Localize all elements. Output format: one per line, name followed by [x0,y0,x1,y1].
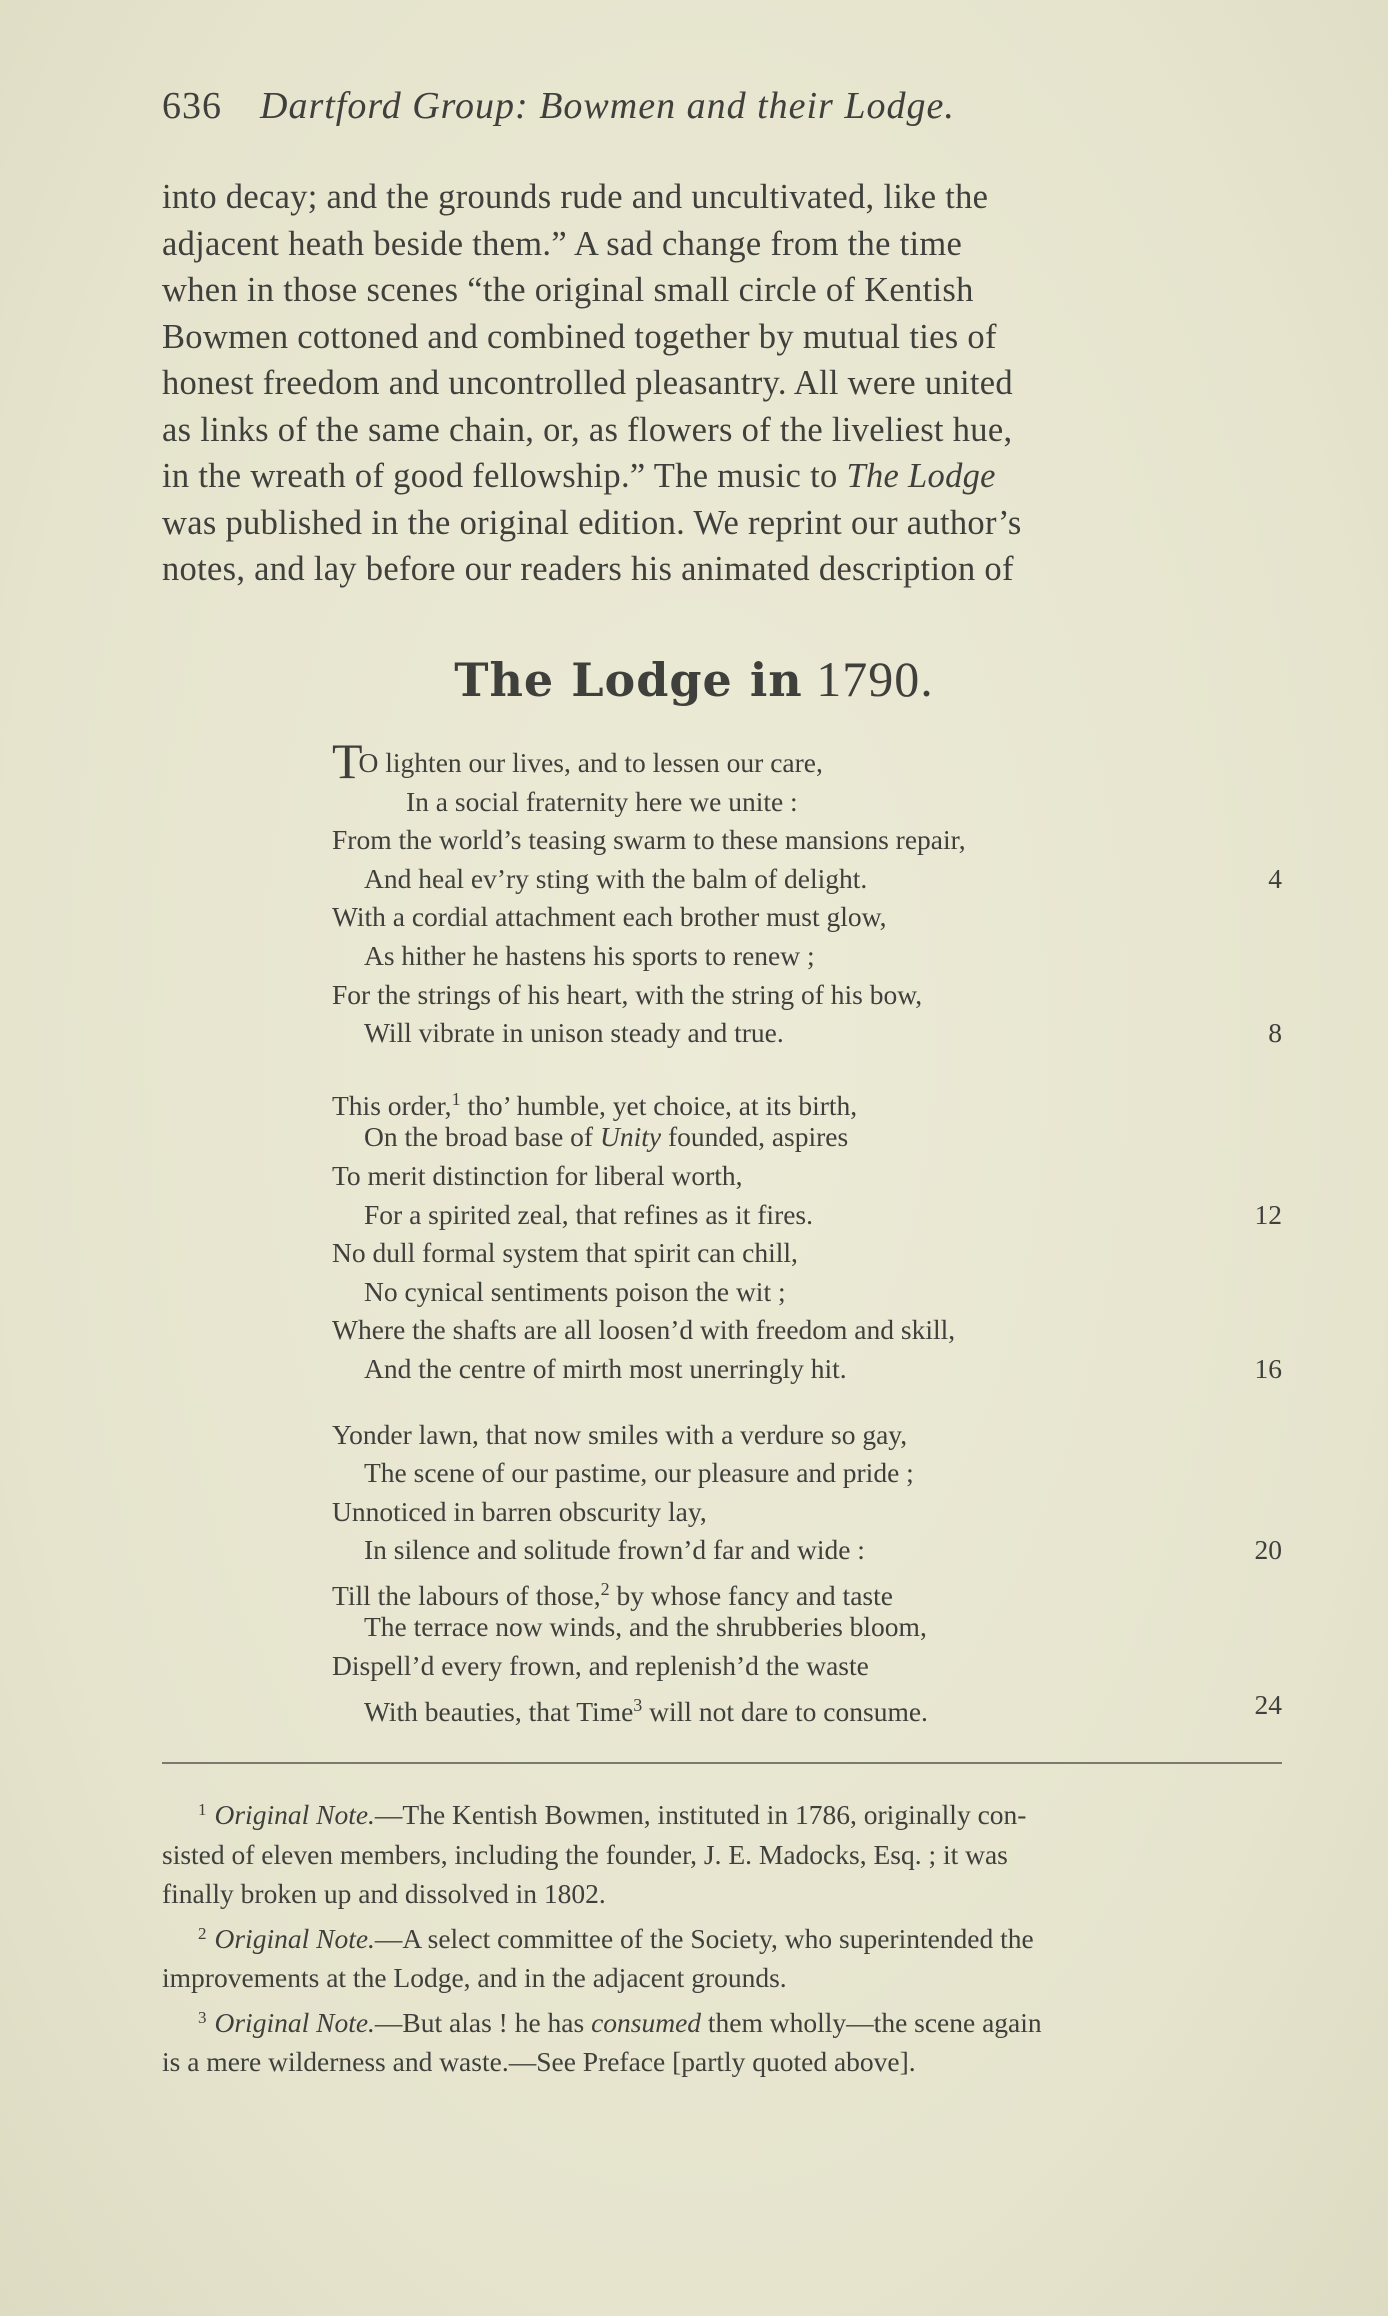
footnote-mark: 1 [198,1800,207,1819]
poem-line [332,860,1282,899]
poem-line [332,1570,1282,1609]
intro-line: notes, and lay before our readers his animated description of [162,550,1014,588]
poem-line: Where the shafts are all loosen’d with freedom and skill, [332,1314,956,1346]
italic-word: consumed [591,2006,702,2038]
line-number: 12 [1254,1198,1282,1230]
poem-line [332,1080,1282,1119]
line-number: 4 [1268,862,1282,894]
poem-line-text: For a spirited zeal, that refines as it fires. [364,1198,814,1230]
poem-line [332,1196,1282,1235]
stanza-3 [332,1416,1282,1725]
poem-line-text: And heal ev’ry sting with the balm of delight. [364,862,868,894]
footnote-label: Original Note. [214,2006,375,2038]
intro-line: adjacent heath beside them.” A sad change from the time [162,224,963,263]
drop-cap: T [332,733,363,789]
footnote-label: Original Note. [214,1922,375,1954]
intro-line: Bowmen cottoned and combined together by mutual ties of [162,317,997,356]
poem-line: No dull formal system that spirit can chill, [332,1237,798,1269]
intro-line: into decay; and the grounds rude and uncultivated, like the [162,178,989,216]
running-title: Dartford Group: Bowmen and their Lodge. [260,85,955,127]
footnote-2 [162,1914,1286,1998]
poem-line-text: In silence and solitude frown’d far and wide : [364,1534,865,1566]
stanza-2 [332,1080,1282,1389]
line-number: 8 [1268,1017,1282,1049]
poem-line: For the strings of his heart, with the string of his bow, [332,978,923,1010]
poem-line: With a cordial attachment each brother must glow, [332,901,887,933]
footnote-line: improvements at the Lodge, and in the adjacent grounds. [162,1962,787,1993]
line-number: 20 [1254,1534,1282,1566]
poem-line-text: This order, [332,1089,452,1121]
running-header [162,84,1222,128]
poem-line: In a social fraternity here we unite : [406,785,798,817]
poem-line [332,1118,1282,1157]
poem-line: Yonder lawn, that now smiles with a verdure so gay, [332,1418,908,1450]
footnote-line: is a mere wilderness and waste.—See Preface [partly quoted above]. [162,2046,916,2077]
intro-line: when in those scenes “the original small circle of Kentish [162,271,974,309]
footnote-text: —The Kentish Bowmen, instituted in 1786, originally con- [374,1799,1027,1830]
footnote-mark: 3 [198,2007,207,2027]
footnote-line [162,1790,1286,1835]
italic-title-the-lodge: The Lodge [846,457,996,495]
footnote-line [162,1998,1286,2043]
footnote-text: —A select committee of the Society, who superintended the [374,1922,1034,1954]
footnote-ref[interactable]: 3 [633,1694,643,1715]
poem-line: As hither he hastens his sports to renew ; [364,939,815,971]
poem-line: No cynical sentiments poison the wit ; [364,1275,786,1307]
poem-line-text: And the centre of mirth most unerringly hit. [364,1352,847,1384]
page-number: 636 [162,85,222,127]
footnote-ref[interactable]: 1 [451,1088,461,1109]
footnote-line: sisted of eleven members, including the founder, J. E. Madocks, Esq. ; it was [162,1838,1008,1870]
footnotes [162,1790,1286,2082]
poem-line: The scene of our pastime, our pleasure and pride ; [364,1457,914,1489]
poem-line-text: Till the labours of those, [332,1579,601,1611]
intro-line: was published in the original edition. We reprint our author’s [162,503,1022,542]
footnote-3 [162,1998,1286,2082]
poem-line-text: founded, aspires [661,1121,849,1153]
intro-line: as links of the same chain, or, as flowers of the liveliest hue, [162,410,1013,449]
intro-line [162,453,1286,500]
poem-line [332,1350,1282,1389]
poem-line [332,1531,1282,1570]
footnote-ref[interactable]: 2 [600,1578,610,1599]
footnote-divider [162,1762,1282,1764]
footnote-mark: 2 [198,1923,207,1943]
poem-line-text: tho’ humble, yet choice, at its birth, [460,1089,858,1121]
intro-line-text: in the wreath of good fellowship.” The music to [162,457,847,495]
intro-paragraph [162,174,1286,593]
poem-line: The terrace now winds, and the shrubberies bloom, [364,1611,927,1643]
poem-line [332,1014,1282,1053]
footnote-1 [162,1790,1286,1914]
poem [332,733,1282,1751]
poem-line [332,733,1282,789]
poem-line-text: On the broad base of [364,1121,600,1153]
italic-word: Unity [599,1121,662,1153]
intro-line: honest freedom and uncontrolled pleasantry. All were united [162,364,1013,402]
poem-line [332,1686,1282,1725]
poem-line: Unnoticed in barren obscurity lay, [332,1495,707,1527]
footnote-label: Original Note. [214,1799,375,1830]
poem-title [0,650,1388,708]
poem-line-text: With beauties, that Time [364,1695,634,1727]
poem-line-text: Will vibrate in unison steady and true. [364,1017,784,1049]
poem-line: To merit distinction for liberal worth, [332,1159,743,1191]
stanza-1 [332,733,1282,1053]
poem-line: Dispell’d every frown, and replenish’d the waste [332,1650,869,1682]
poem-line-text: by whose fancy and taste [609,1579,893,1611]
poem-line: From the world’s teasing swarm to these mansions repair, [332,824,966,856]
poem-line-text: will not dare to consume. [642,1695,928,1727]
footnote-text: —But alas ! he has [374,2006,592,2038]
poem-title-blackletter: The Lodge in [454,653,803,707]
poem-title-year: 1790. [816,651,934,707]
line-number: 16 [1254,1352,1282,1384]
poem-line-text: O lighten our lives, and to lessen our care, [358,747,823,778]
footnote-text: them wholly—the scene again [701,2006,1042,2038]
line-number: 24 [1254,1688,1282,1720]
footnote-line: finally broken up and dissolved in 1802. [162,1878,606,1909]
footnote-line [162,1914,1286,1959]
